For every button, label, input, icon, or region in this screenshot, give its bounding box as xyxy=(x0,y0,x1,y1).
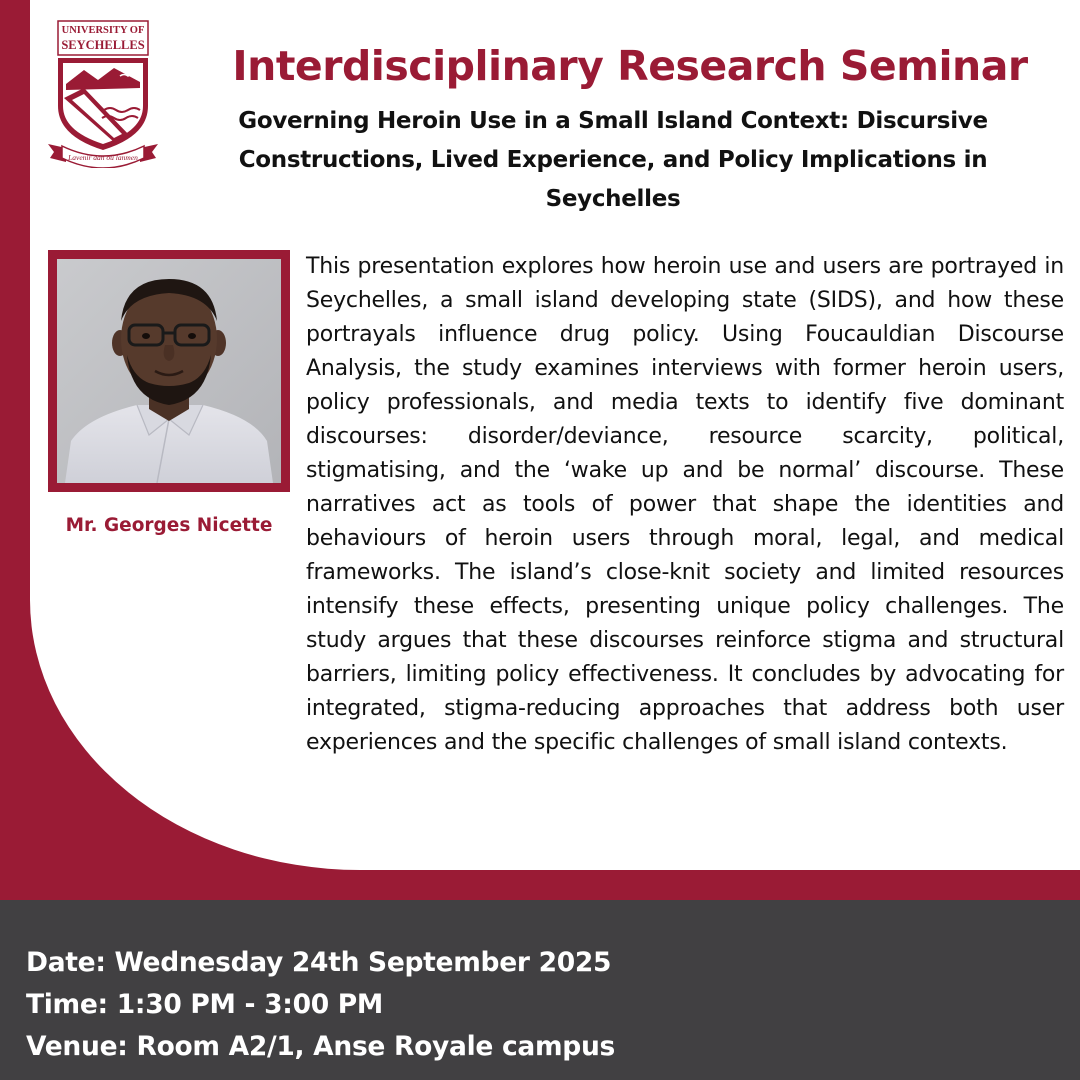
logo-text: UNIVERSITY OF xyxy=(61,25,145,36)
seminar-title: Interdisciplinary Research Seminar xyxy=(232,42,1028,90)
speaker-photo xyxy=(57,259,281,483)
event-details xyxy=(26,942,615,1068)
speaker-name: Mr. Georges Nicette xyxy=(65,515,273,536)
abstract-text: This presentation explores how heroin use and users are portrayed in Seychelles, a small island developing state (SIDS), and how these portrayals influence drug policy. Using Foucauldian Discourse Analysis, the study examines interviews with former heroin users, policy professionals, and media texts to identify five dominant discourses: disorder/deviance, resource scarcity, political, stigmatising, and the ‘wake up and be normal’ discourse. These narratives act as tools of power that shape the identities and behaviours of heroin users through moral, legal, and medical frameworks. The island’s close-knit society and limited resources intensify these effects, presenting unique policy challenges. The study argues that these discourses reinforce stigma and structural barriers, limiting policy effectiveness. It concludes by advocating for integrated, stigma-reducing approaches that address both user experiences and the specific challenges of small island contexts. xyxy=(306,254,1064,755)
speaker-photo-frame xyxy=(48,250,290,492)
speaker-portrait-icon xyxy=(57,259,281,483)
university-crest-logo xyxy=(44,18,162,168)
event-date: Date: Wednesday 24th September 2025 xyxy=(26,947,612,978)
seminar-subtitle: Governing Heroin Use in a Small Island Context: Discursive Constructions, Lived Experience, and Policy Implications in Seychelles xyxy=(238,108,988,212)
svg-text:SEYCHELLES: SEYCHELLES xyxy=(61,38,145,52)
event-venue: Venue: Room A2/1, Anse Royale campus xyxy=(26,1031,615,1062)
event-time: Time: 1:30 PM - 3:00 PM xyxy=(26,989,383,1020)
logo-motto: Lavenir dan ou lanmen xyxy=(68,153,138,162)
